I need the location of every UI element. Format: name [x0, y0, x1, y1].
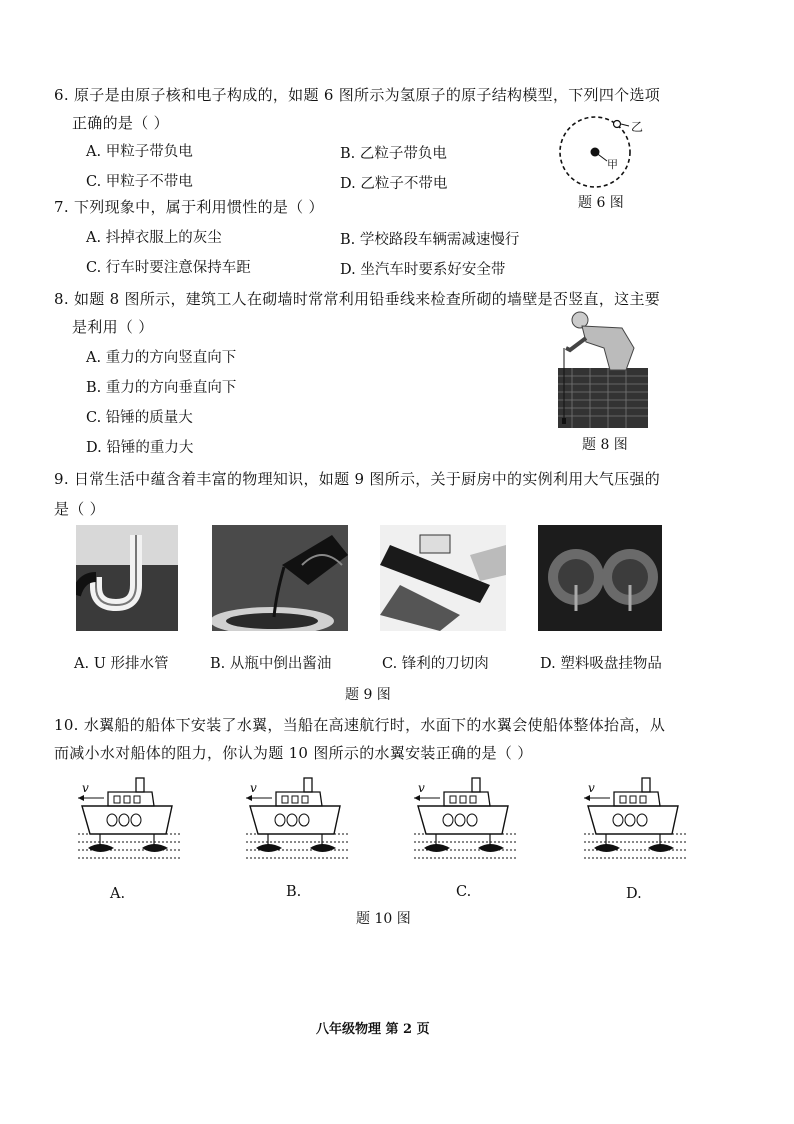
q10-option-c: C.: [456, 884, 472, 900]
q8-option-c: C. 铅锤的质量大: [86, 410, 193, 426]
label-yi: 乙: [631, 120, 644, 134]
q6-option-a: A. 甲粒子带负电: [86, 144, 193, 160]
label-jia: 甲: [607, 158, 618, 171]
q7-stem: 7. 下列现象中，属于利用惯性的是（ ）: [54, 198, 324, 216]
q7-option-b: B. 学校路段车辆需减速慢行: [340, 232, 520, 248]
q6-stem-line2: 正确的是（ ）: [72, 114, 169, 132]
q7-option-c: C. 行车时要注意保持车距: [86, 260, 251, 276]
q6-caption: 题 6 图: [578, 195, 624, 211]
knife-cutting-meat-photo: [380, 525, 506, 631]
q10-option-b: B.: [286, 884, 302, 900]
bricklayer-photo: [552, 308, 652, 430]
svg-text:v: v: [250, 781, 257, 795]
q9-stem: 9. 日常生活中蕴含着丰富的物理知识，如题 9 图所示，关于厨房中的实例利用大气压强的: [54, 470, 661, 488]
q7-option-a: A. 抖掉衣服上的灰尘: [86, 230, 222, 246]
q10-option-a: A.: [110, 886, 126, 902]
q8-caption: 题 8 图: [582, 437, 628, 453]
q7-option-d: D. 坐汽车时要系好安全带: [340, 262, 506, 278]
page-footer: 八年级物理 第 2 页: [316, 1022, 430, 1037]
q8-option-b: B. 重力的方向垂直向下: [86, 380, 237, 396]
q6-option-c: C. 甲粒子不带电: [86, 174, 193, 190]
q9-stem-line2: 是（ ）: [54, 500, 105, 518]
q8-stem-line2: 是利用（ ）: [72, 318, 154, 336]
hydrofoil-boat-b: [242, 772, 352, 868]
svg-text:v: v: [588, 781, 595, 795]
suction-cup-hook-photo: [538, 525, 662, 631]
q8-option-d: D. 铅锤的重力大: [86, 440, 194, 456]
q6-option-b: B. 乙粒子带负电: [340, 146, 447, 162]
pouring-soy-sauce-photo: [212, 525, 348, 631]
q8-stem: 8. 如题 8 图所示，建筑工人在砌墙时常常利用铅垂线来检查所砌的墙壁是否竖直，这主要: [54, 290, 661, 308]
q10-option-d: D.: [626, 886, 642, 902]
q6-option-d: D. 乙粒子不带电: [340, 176, 448, 192]
q10-stem-line2: 而减小水对船体的阻力，你认为题 10 图所示的水翼安装正确的是（ ）: [54, 744, 533, 762]
q9-option-a: A. U 形排水管: [74, 656, 169, 672]
svg-text:v: v: [82, 781, 89, 795]
q10-caption: 题 10 图: [356, 911, 411, 927]
q6-stem: 6. 原子是由原子核和电子构成的，如题 6 图所示为氢原子的原子结构模型，下列四个选项: [54, 86, 661, 104]
hydrofoil-boat-c: [410, 772, 520, 868]
svg-text:v: v: [418, 781, 425, 795]
q8-option-a: A. 重力的方向竖直向下: [86, 350, 237, 366]
hydrofoil-boat-a: [74, 772, 184, 868]
q10-stem: 10. 水翼船的船体下安装了水翼，当船在高速航行时，水面下的水翼会使船体整体抬高，从: [54, 716, 666, 734]
q9-option-c: C. 锋利的刀切肉: [382, 656, 489, 672]
hydrofoil-boat-d: [580, 772, 690, 868]
u-drain-pipe-photo: [76, 525, 178, 631]
q9-caption: 题 9 图: [345, 687, 391, 703]
electron-yi: [614, 121, 621, 128]
q9-option-d: D. 塑料吸盘挂物品: [540, 656, 662, 672]
q9-option-b: B. 从瓶中倒出酱油: [210, 656, 332, 672]
